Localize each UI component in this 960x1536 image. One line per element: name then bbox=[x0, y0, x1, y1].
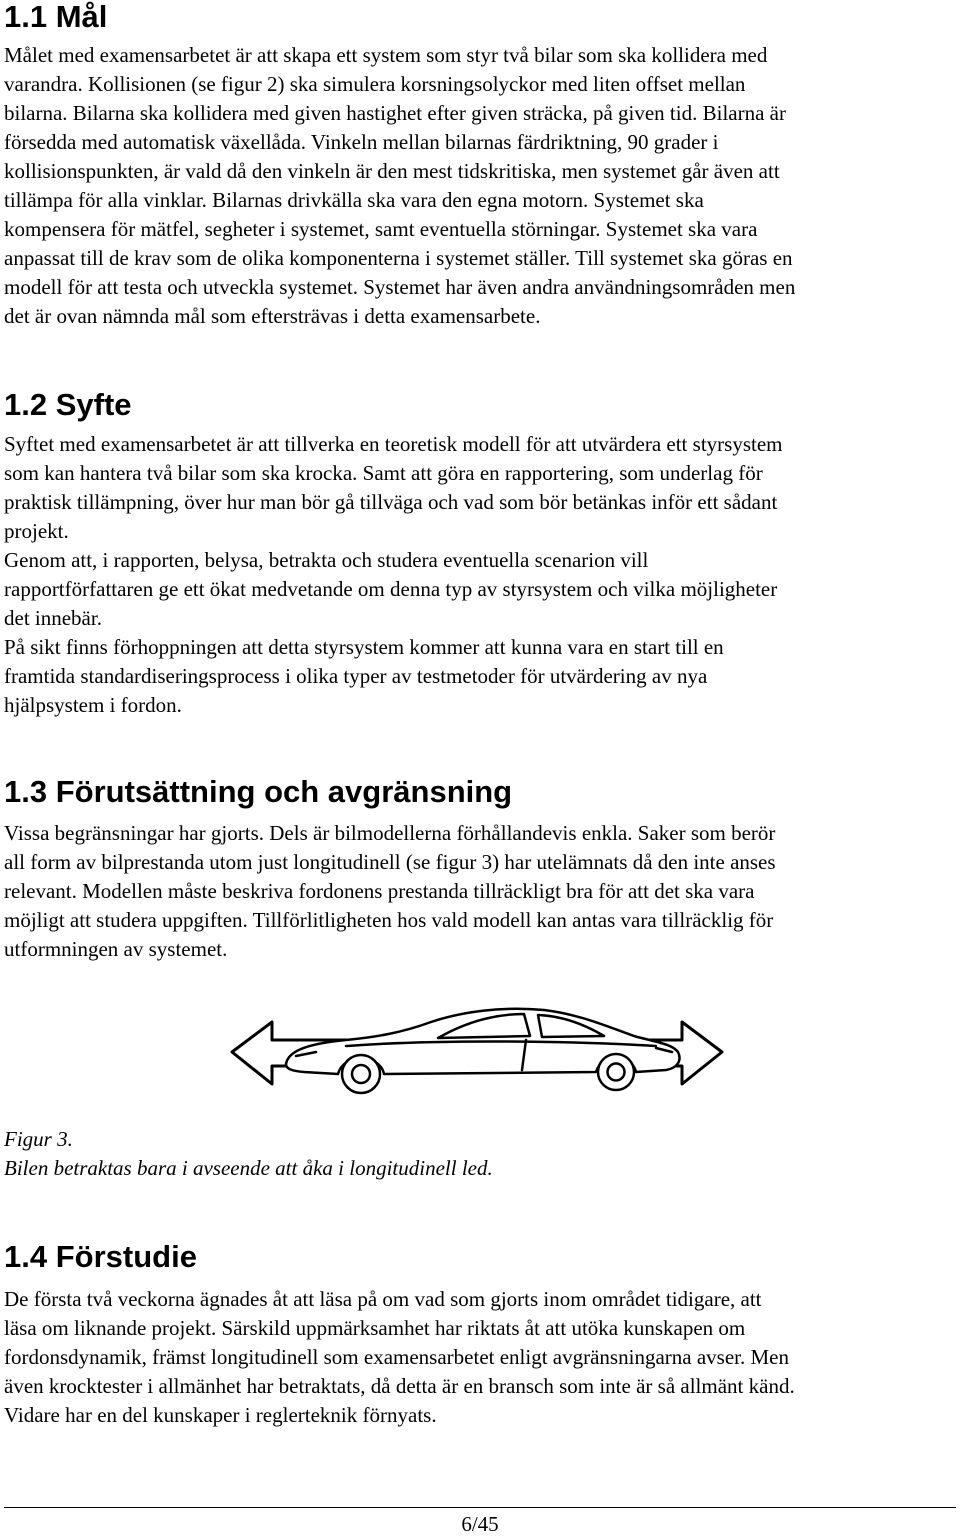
text-line: Målet med examensarbetet är att skapa ett system som styr två bilar som ska kollidera med bbox=[4, 43, 768, 67]
text-line: Vidare har en del kunskaper i reglerteknik förnyats. bbox=[4, 1403, 437, 1427]
text-line: läsa om liknande projekt. Särskild uppmärksamhet har riktats åt att utöka kunskapen om bbox=[4, 1316, 746, 1340]
figure-caption-text: Bilen betraktas bara i avseende att åka i longitudinell led. bbox=[4, 1156, 493, 1180]
text-line: Genom att, i rapporten, belysa, betrakta och studera eventuella scenarion vill bbox=[4, 548, 649, 572]
text-line: modell för att testa och utveckla systemet. Systemet har även andra användningsområden men bbox=[4, 275, 796, 299]
text-line: bilarna. Bilarna ska kollidera med given hastighet efter given sträcka, på given tid. Bilarna är bbox=[4, 101, 786, 125]
footer-divider bbox=[4, 1507, 956, 1508]
section-heading-forutsattning: 1.3 Förutsättning och avgränsning bbox=[4, 774, 513, 809]
text-line: På sikt finns förhoppningen att detta styrsystem kommer att kunna vara en start till en bbox=[4, 635, 724, 659]
text-line: försedda med automatisk växellåda. Vinkeln mellan bilarnas färdriktning, 90 grader i bbox=[4, 130, 719, 154]
section-heading-syfte: 1.2 Syfte bbox=[4, 387, 132, 422]
text-line: Syftet med examensarbetet är att tillverka en teoretisk modell för att utvärdera ett styrsystem bbox=[4, 432, 783, 456]
paragraph-syfte-1 bbox=[4, 430, 782, 546]
text-line: utformningen av systemet. bbox=[4, 937, 228, 961]
text-line: projekt. bbox=[4, 519, 69, 543]
text-line: varandra. Kollisionen (se figur 2) ska simulera korsningsolyckor med liten offset mellan bbox=[4, 72, 746, 96]
text-line: praktisk tillämpning, över hur man bör gå tillväga och vad som bör betänkas inför ett sådant bbox=[4, 490, 778, 514]
text-line: kollisionspunkten, är vald då den vinkeln är den mest tidskritiska, men systemet går även att bbox=[4, 159, 780, 183]
text-line: all form av bilprestanda utom just longitudinell (se figur 3) har utelämnats då den inte anses bbox=[4, 850, 776, 874]
paragraph-forstudie bbox=[4, 1285, 795, 1430]
section-heading-forstudie: 1.4 Förstudie bbox=[4, 1239, 197, 1274]
paragraph-mal bbox=[4, 41, 795, 331]
car-icon bbox=[286, 1009, 680, 1093]
figure-caption bbox=[4, 1125, 493, 1183]
text-line: som kan hantera två bilar som ska krocka. Samt att göra en rapportering, som underlag för bbox=[4, 461, 763, 485]
paragraph-syfte-3 bbox=[4, 633, 724, 720]
text-line: hjälpsystem i fordon. bbox=[4, 693, 182, 717]
text-line: framtida standardiseringsprocess i olika typer av testmetoder för utvärdering av nya bbox=[4, 664, 708, 688]
text-line: Vissa begränsningar har gjorts. Dels är bilmodellerna förhållandevis enkla. Saker som berör bbox=[4, 821, 776, 845]
text-line: även krocktester i allmänhet har betraktats, då detta är en bransch som inte är så allmänt känd. bbox=[4, 1374, 795, 1398]
text-line: det innebär. bbox=[4, 606, 102, 630]
text-line: relevant. Modellen måste beskriva fordonens prestanda tillräckligt bra för att det ska vara bbox=[4, 879, 755, 903]
figure-caption-label: Figur 3. bbox=[4, 1127, 73, 1151]
figure-3 bbox=[226, 1000, 726, 1110]
paragraph-forutsattning bbox=[4, 819, 776, 964]
paragraph-syfte-2 bbox=[4, 546, 777, 633]
text-line: anpassat till de krav som de olika komponenterna i systemet ställer. Till systemet ska göras en bbox=[4, 246, 793, 270]
figure-drawing bbox=[226, 1000, 726, 1110]
text-line: kompensera för mätfel, segheter i systemet, samt eventuella störningar. Systemet ska vara bbox=[4, 217, 758, 241]
text-line: rapportförfattaren ge ett ökat medvetande om denna typ av styrsystem och vilka möjligheter bbox=[4, 577, 778, 601]
text-line: det är ovan nämnda mål som eftersträvas i detta examensarbete. bbox=[4, 304, 541, 328]
section-heading-mal: 1.1 Mål bbox=[4, 0, 108, 34]
text-line: möjligt att studera uppgiften. Tillförlitligheten hos vald modell kan antas vara tillräcklig för bbox=[4, 908, 774, 932]
page-number: 6/45 bbox=[461, 1512, 499, 1536]
text-line: fordonsdynamik, främst longitudinell som examensarbetet enligt avgränsningarna avser. Men bbox=[4, 1345, 789, 1369]
text-line: De första två veckorna ägnades åt att läsa på om vad som gjorts inom området tidigare, att bbox=[4, 1287, 762, 1311]
text-line: tillämpa för alla vinklar. Bilarnas drivkälla ska vara den egna motorn. Systemet ska bbox=[4, 188, 704, 212]
